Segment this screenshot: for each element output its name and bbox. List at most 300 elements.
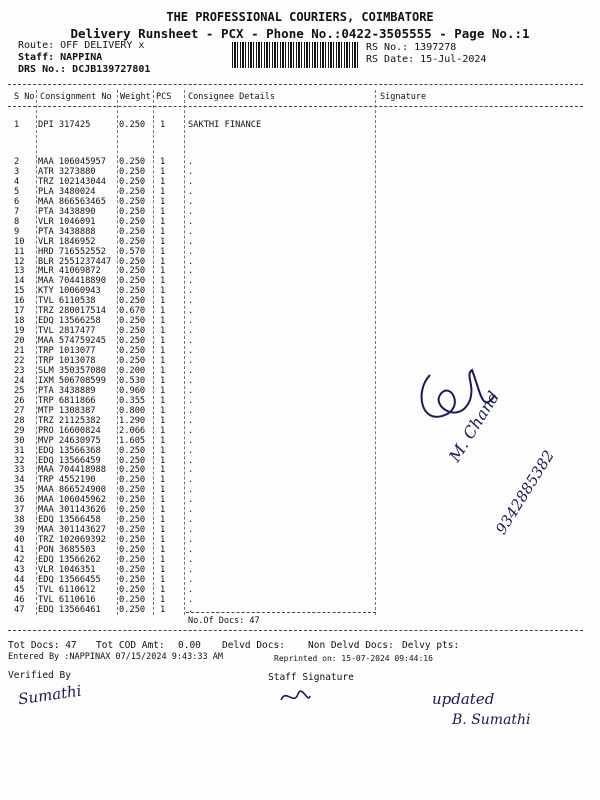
row-sno: 32 xyxy=(14,455,25,466)
row-consignment: MLR 41069872 xyxy=(38,266,101,277)
row-pcs: 1 xyxy=(160,356,166,366)
row-weight: 0.250 xyxy=(119,535,146,546)
row-sno: 33 xyxy=(14,465,25,476)
table-row xyxy=(0,396,600,406)
table-row xyxy=(0,296,600,306)
row-consignment: TRZ 102143044 xyxy=(38,176,106,187)
table-row xyxy=(0,346,600,356)
row-consignment: EDQ 13566459 xyxy=(38,455,101,466)
row-pcs: 1 xyxy=(160,545,166,556)
col-signature-header: Signature xyxy=(380,92,427,102)
row-weight: 0.250 xyxy=(119,485,146,496)
table-row xyxy=(0,485,600,495)
row-weight: 0.250 xyxy=(119,166,146,177)
row-consignment: EDQ 13566461 xyxy=(38,604,101,615)
row-sno: 17 xyxy=(14,306,25,317)
row-pcs: 1 xyxy=(160,216,166,227)
row-details: . xyxy=(188,266,194,277)
col-details-header: Consignee Details xyxy=(188,92,275,102)
row-details: . xyxy=(188,296,194,307)
row-sno: 20 xyxy=(14,336,25,347)
table-row xyxy=(0,376,600,386)
row-weight: 0.250 xyxy=(119,296,146,307)
row-sno: 18 xyxy=(14,316,25,327)
row-weight: 0.250 xyxy=(119,604,146,615)
header-top-rule xyxy=(8,84,583,85)
row-pcs: 1 xyxy=(160,365,166,376)
row-pcs: 1 xyxy=(160,485,166,496)
staff-signature-label: Staff Signature xyxy=(268,672,354,683)
row-consignment: PTA 3438890 xyxy=(38,206,96,217)
row-details: . xyxy=(188,365,194,376)
row-sno: 45 xyxy=(14,584,25,595)
row-sno: 5 xyxy=(14,186,20,197)
row-details: . xyxy=(188,196,194,207)
row-sno: 46 xyxy=(14,594,25,605)
row-details: . xyxy=(188,346,194,357)
row-pcs: 1 xyxy=(160,604,166,615)
row-weight: 0.250 xyxy=(119,176,146,187)
row-details: . xyxy=(188,276,194,287)
row-sno: 25 xyxy=(14,385,25,396)
row-weight: 0.250 xyxy=(119,266,146,277)
row-weight: 0.250 xyxy=(119,236,146,247)
row-sno: 22 xyxy=(14,356,25,366)
row-pcs: 1 xyxy=(160,266,166,277)
row-weight: 0.250 xyxy=(119,495,146,506)
verified-by-label: Verified By xyxy=(8,670,71,681)
row-details: . xyxy=(188,405,194,416)
table-row xyxy=(0,555,600,565)
row-sno: 16 xyxy=(14,296,25,307)
row-sno: 37 xyxy=(14,505,25,516)
row-pcs: 1 xyxy=(160,475,166,486)
rs-date: RS Date: 15-Jul-2024 xyxy=(366,54,487,65)
receiver-name: M. Chand xyxy=(445,387,504,466)
non-delvd-docs: Non Delvd Docs: xyxy=(308,640,394,651)
table-row xyxy=(0,465,600,475)
table-row xyxy=(0,326,600,336)
row-details: . xyxy=(188,256,194,267)
row-details: . xyxy=(188,604,194,615)
row-sno: 44 xyxy=(14,574,25,585)
row-sno: 41 xyxy=(14,545,25,556)
row-consignment: TRZ 21125382 xyxy=(38,415,101,426)
row-pcs: 1 xyxy=(160,435,166,446)
row-sno: 42 xyxy=(14,555,25,565)
row-consignment: HRD 716552552 xyxy=(38,246,106,257)
entered-by: Entered By :NAPPINAX 07/15/2024 9:43:33 AM xyxy=(8,652,223,662)
tot-cod-value: 0.00 xyxy=(178,640,201,651)
row-pcs: 1 xyxy=(160,296,166,307)
row-sno: 19 xyxy=(14,326,25,337)
reprinted-on: Reprinted on: 15-07-2024 09:44:16 xyxy=(274,654,433,663)
row-weight: 0.670 xyxy=(119,306,146,317)
row-consignment: MAA 301143626 xyxy=(38,505,106,516)
table-row xyxy=(0,535,600,545)
row-pcs: 1 xyxy=(160,495,166,506)
table-row xyxy=(0,446,600,456)
row-sno: 14 xyxy=(14,276,25,287)
row-weight: 0.250 xyxy=(119,206,146,217)
row-weight: 0.250 xyxy=(119,286,146,297)
delvy-pts: Delvy pts: xyxy=(402,640,460,651)
drs-number: DRS No.: DCJB139727801 xyxy=(18,64,151,75)
table-row xyxy=(0,217,600,227)
row-weight: 0.200 xyxy=(119,365,146,376)
row-consignment: TRP 6811866 xyxy=(38,395,96,406)
row-pcs: 1 xyxy=(160,425,166,436)
table-row xyxy=(0,237,600,247)
row-consignment: VLR 1046091 xyxy=(38,216,96,227)
header-bottom-rule xyxy=(8,106,583,107)
table-row xyxy=(0,266,600,276)
row-sno: 9 xyxy=(14,226,20,237)
row-pcs: 1 xyxy=(160,286,166,297)
row-sno: 24 xyxy=(14,375,25,386)
table-row xyxy=(0,585,600,595)
row-details: . xyxy=(188,336,194,347)
row-consignment: PTA 3438888 xyxy=(38,226,96,237)
row-weight: 0.800 xyxy=(119,405,146,416)
row-pcs: 1 xyxy=(160,206,166,217)
row-sno: 21 xyxy=(14,346,25,357)
table-row xyxy=(0,157,600,167)
table-row xyxy=(0,187,600,197)
row-weight: 0.250 xyxy=(119,545,146,556)
row-sno: 36 xyxy=(14,495,25,506)
row-weight: 0.250 xyxy=(119,276,146,287)
table-row xyxy=(0,227,600,237)
row-details: . xyxy=(188,574,194,585)
row-details: . xyxy=(188,455,194,466)
row-details: . xyxy=(188,206,194,217)
row-details: . xyxy=(188,505,194,516)
row-sno: 30 xyxy=(14,435,25,446)
row-weight: 0.250 xyxy=(119,316,146,327)
table-row xyxy=(0,197,600,207)
delvd-docs: Delvd Docs: xyxy=(222,640,285,651)
table-row xyxy=(0,247,600,257)
row-pcs: 1 xyxy=(160,405,166,416)
row-sno: 27 xyxy=(14,405,25,416)
row-details: . xyxy=(188,157,194,167)
row-details: . xyxy=(188,545,194,556)
row-sno: 34 xyxy=(14,475,25,486)
table-row xyxy=(0,545,600,555)
tot-docs: Tot Docs: 47 xyxy=(8,640,77,651)
row-consignment: TVL 6110612 xyxy=(38,584,96,595)
row-pcs: 1 xyxy=(160,256,166,267)
row-weight: 0.250 xyxy=(119,356,146,366)
row-weight: 0.960 xyxy=(119,385,146,396)
row-sno: 28 xyxy=(14,415,25,426)
row-pcs: 1 xyxy=(160,346,166,357)
row-weight: 0.250 xyxy=(119,574,146,585)
row-details: . xyxy=(188,515,194,526)
row-details: . xyxy=(188,216,194,227)
row-pcs: 1 xyxy=(160,186,166,197)
row-sno: 38 xyxy=(14,515,25,526)
row-consignment: TRP 1013078 xyxy=(38,356,96,366)
row-consignment: VLR 1046351 xyxy=(38,564,96,575)
row-details: . xyxy=(188,535,194,546)
row-weight: 0.250 xyxy=(119,186,146,197)
row-weight: 0.250 xyxy=(119,120,146,130)
row-pcs: 1 xyxy=(160,316,166,327)
table-row xyxy=(0,207,600,217)
row-consignment: EDQ 13566258 xyxy=(38,316,101,327)
row-consignment: PRO 16600824 xyxy=(38,425,101,436)
row-weight: 0.250 xyxy=(119,336,146,347)
row-weight: 0.250 xyxy=(119,555,146,565)
row-consignment: IXM 506708599 xyxy=(38,375,106,386)
row-sno: 13 xyxy=(14,266,25,277)
row-consignment: EDQ 13566368 xyxy=(38,445,101,456)
row-weight: 1.605 xyxy=(119,435,146,446)
row-details: . xyxy=(188,246,194,257)
row-consignment: KTY 10060943 xyxy=(38,286,101,297)
row-pcs: 1 xyxy=(160,465,166,476)
staff-label: Staff: NAPPINA xyxy=(18,52,103,63)
table-row xyxy=(0,416,600,426)
row-consignment: VLR 1846952 xyxy=(38,236,96,247)
table-row xyxy=(0,366,600,376)
row-weight: 2.066 xyxy=(119,425,146,436)
row-consignment: TRZ 102069392 xyxy=(38,535,106,546)
row-details: . xyxy=(188,495,194,506)
row-details: . xyxy=(188,435,194,446)
table-row xyxy=(0,120,600,130)
row-sno: 15 xyxy=(14,286,25,297)
row-details: . xyxy=(188,415,194,426)
row-consignment: TVL 6110538 xyxy=(38,296,96,307)
row-details: . xyxy=(188,166,194,177)
row-weight: 0.250 xyxy=(119,256,146,267)
row-pcs: 1 xyxy=(160,395,166,406)
row-weight: 0.250 xyxy=(119,346,146,357)
table-row xyxy=(0,406,600,416)
row-pcs: 1 xyxy=(160,276,166,287)
row-pcs: 1 xyxy=(160,375,166,386)
table-row xyxy=(0,456,600,466)
row-pcs: 1 xyxy=(160,455,166,466)
row-details: . xyxy=(188,286,194,297)
table-row xyxy=(0,257,600,267)
row-pcs: 1 xyxy=(160,306,166,317)
receiver-phone: 9342885382 xyxy=(492,447,558,538)
row-weight: 0.250 xyxy=(119,455,146,466)
row-sno: 1 xyxy=(14,120,20,130)
row-details: . xyxy=(188,564,194,575)
row-consignment: EDQ 13566458 xyxy=(38,515,101,526)
row-pcs: 1 xyxy=(160,226,166,237)
row-sno: 40 xyxy=(14,535,25,546)
row-pcs: 1 xyxy=(160,574,166,585)
row-pcs: 1 xyxy=(160,166,166,177)
row-details: . xyxy=(188,356,194,366)
table-row xyxy=(0,436,600,446)
row-details: . xyxy=(188,385,194,396)
row-details: . xyxy=(188,525,194,536)
rs-number: RS No.: 1397278 xyxy=(366,42,457,53)
row-consignment: PTA 3438889 xyxy=(38,385,96,396)
row-weight: 0.250 xyxy=(119,525,146,536)
row-sno: 23 xyxy=(14,365,25,376)
table-row xyxy=(0,356,600,366)
row-sno: 2 xyxy=(14,157,20,167)
row-consignment: MTP 1308387 xyxy=(38,405,96,416)
table-row xyxy=(0,605,600,615)
row-sno: 4 xyxy=(14,176,20,187)
table-row xyxy=(0,565,600,575)
row-consignment: TRP 4552190 xyxy=(38,475,96,486)
col-weight-header: Weight xyxy=(120,92,151,102)
row-pcs: 1 xyxy=(160,515,166,526)
row-pcs: 1 xyxy=(160,157,166,167)
row-pcs: 1 xyxy=(160,246,166,257)
row-details: . xyxy=(188,485,194,496)
barcode xyxy=(232,42,360,68)
row-pcs: 1 xyxy=(160,120,166,130)
row-weight: 0.250 xyxy=(119,196,146,207)
row-weight: 0.250 xyxy=(119,326,146,337)
row-consignment: SLM 350357080 xyxy=(38,365,106,376)
table-row xyxy=(0,595,600,605)
table-row xyxy=(0,386,600,396)
row-consignment: MAA 704418988 xyxy=(38,465,106,476)
row-pcs: 1 xyxy=(160,555,166,565)
col-consignment-header: Consignment No xyxy=(40,92,112,102)
row-sno: 10 xyxy=(14,236,25,247)
row-sno: 26 xyxy=(14,395,25,406)
runsheet-subtitle: Delivery Runsheet - PCX - Phone No.:0422-3505555 - Page No.:1 xyxy=(70,26,530,41)
row-sno: 29 xyxy=(14,425,25,436)
row-details: . xyxy=(188,375,194,386)
row-sno: 3 xyxy=(14,166,20,177)
row-weight: 0.570 xyxy=(119,246,146,257)
row-consignment: TRZ 280017514 xyxy=(38,306,106,317)
row-pcs: 1 xyxy=(160,445,166,456)
row-weight: 0.250 xyxy=(119,445,146,456)
row-weight: 0.250 xyxy=(119,216,146,227)
table-row xyxy=(0,286,600,296)
row-details: . xyxy=(188,226,194,237)
note-updated: updated xyxy=(432,690,495,708)
row-pcs: 1 xyxy=(160,525,166,536)
row-weight: 0.250 xyxy=(119,465,146,476)
row-consignment: DPI 317425 xyxy=(38,120,91,130)
row-consignment: TRP 1013077 xyxy=(38,346,96,357)
row-details: . xyxy=(188,465,194,476)
row-weight: 0.250 xyxy=(119,515,146,526)
row-consignment: TVL 6110616 xyxy=(38,594,96,605)
row-consignment: MAA 574759245 xyxy=(38,336,106,347)
docs-rule xyxy=(186,612,376,613)
row-weight: 0.250 xyxy=(119,584,146,595)
row-weight: 0.250 xyxy=(119,226,146,237)
row-pcs: 1 xyxy=(160,385,166,396)
table-row xyxy=(0,167,600,177)
row-consignment: MAA 301143627 xyxy=(38,525,106,536)
row-details: . xyxy=(188,475,194,486)
table-row xyxy=(0,336,600,346)
row-details: . xyxy=(188,445,194,456)
row-sno: 8 xyxy=(14,216,20,227)
row-consignment: TVL 2817477 xyxy=(38,326,96,337)
row-consignment: MAA 866563465 xyxy=(38,196,106,207)
row-pcs: 1 xyxy=(160,415,166,426)
row-sno: 39 xyxy=(14,525,25,536)
row-details: . xyxy=(188,186,194,197)
row-sno: 7 xyxy=(14,206,20,217)
row-details: SAKTHI FINANCE xyxy=(188,120,262,130)
row-details: . xyxy=(188,584,194,595)
row-details: . xyxy=(188,425,194,436)
staff-signature-scribble xyxy=(278,686,312,708)
footer-rule xyxy=(8,630,583,631)
row-pcs: 1 xyxy=(160,336,166,347)
row-sno: 31 xyxy=(14,445,25,456)
table-row xyxy=(0,177,600,187)
row-details: . xyxy=(188,594,194,605)
route-label: Route: OFF DELIVERY x xyxy=(18,40,145,51)
table-row xyxy=(0,316,600,326)
row-consignment: PON 3685503 xyxy=(38,545,96,556)
tot-cod-label: Tot COD Amt: xyxy=(96,640,165,651)
verifier-signature: Sumathi xyxy=(17,681,83,709)
table-row xyxy=(0,575,600,585)
row-weight: 0.250 xyxy=(119,594,146,605)
company-name: THE PROFESSIONAL COURIERS, COIMBATORE xyxy=(166,10,434,24)
row-details: . xyxy=(188,326,194,337)
row-consignment: ATR 3273880 xyxy=(38,166,96,177)
row-pcs: 1 xyxy=(160,505,166,516)
row-weight: 0.250 xyxy=(119,475,146,486)
row-consignment: MAA 866524900 xyxy=(38,485,106,496)
row-sno: 11 xyxy=(14,246,25,257)
row-consignment: PLA 3480024 xyxy=(38,186,96,197)
row-weight: 0.530 xyxy=(119,375,146,386)
row-sno: 43 xyxy=(14,564,25,575)
row-pcs: 1 xyxy=(160,535,166,546)
row-details: . xyxy=(188,176,194,187)
row-details: . xyxy=(188,316,194,327)
row-pcs: 1 xyxy=(160,564,166,575)
table-row xyxy=(0,475,600,485)
row-details: . xyxy=(188,306,194,317)
row-consignment: EDQ 13566455 xyxy=(38,574,101,585)
row-details: . xyxy=(188,555,194,565)
row-sno: 47 xyxy=(14,604,25,615)
row-weight: 1.290 xyxy=(119,415,146,426)
row-weight: 0.355 xyxy=(119,395,146,406)
row-details: . xyxy=(188,236,194,247)
row-pcs: 1 xyxy=(160,176,166,187)
row-pcs: 1 xyxy=(160,196,166,207)
no-of-docs: No.Of Docs: 47 xyxy=(188,616,260,626)
row-consignment: BLR 2551237447 xyxy=(38,256,112,267)
note-updated-by: B. Sumathi xyxy=(452,712,531,728)
row-pcs: 1 xyxy=(160,594,166,605)
row-sno: 6 xyxy=(14,196,20,207)
row-weight: 0.250 xyxy=(119,157,146,167)
row-consignment: EDQ 13566262 xyxy=(38,555,101,565)
row-consignment: MAA 106045962 xyxy=(38,495,106,506)
row-consignment: MVP 24630975 xyxy=(38,435,101,446)
col-sno-header: S No xyxy=(14,92,35,102)
row-pcs: 1 xyxy=(160,584,166,595)
